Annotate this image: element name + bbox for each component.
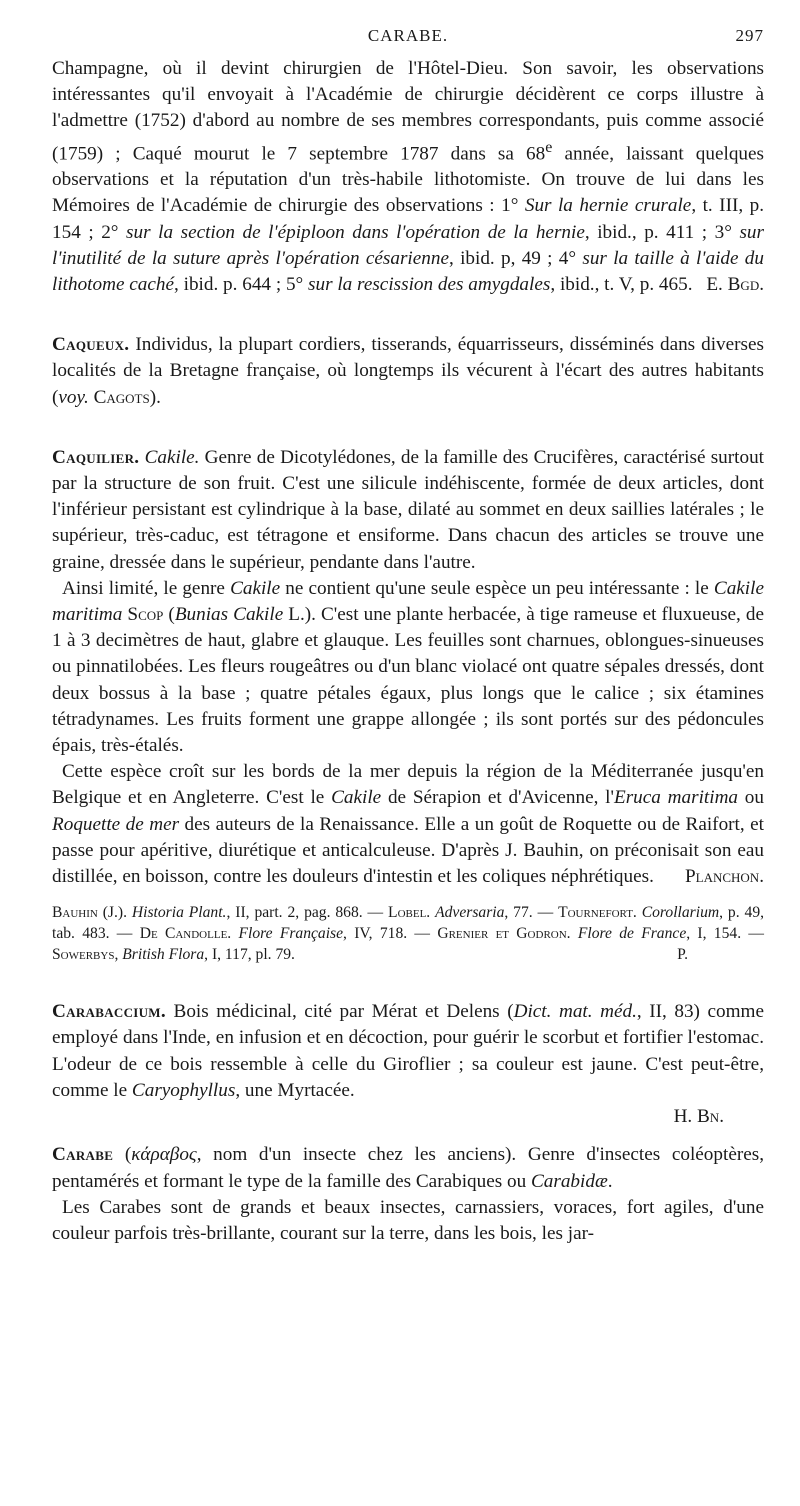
work-title: sur la section de l'épiploon dans l'opération de la hernie	[126, 221, 585, 243]
caquilier-entry	[52, 445, 764, 576]
latin-name: Cakile maritima	[52, 577, 764, 626]
spacer	[52, 298, 764, 332]
text: Cette espèce croît sur les bords de la mer depuis la région de la Méditerranée jusqu'en Belgique et en Angleterre. C'est le	[52, 761, 764, 809]
text: , nom d'un insecte chez les anciens). Genre d'insectes coléoptères, pentamérés et formant le type de la famille des Carabiques ou	[52, 1144, 765, 1192]
text: , p. 49, tab. 483. —	[52, 904, 765, 943]
text: ou	[738, 787, 764, 809]
text: Ainsi limité, le genre	[62, 577, 231, 599]
latin-name: Cakile	[230, 577, 281, 599]
running-header	[52, 26, 764, 56]
text: ).	[149, 386, 161, 408]
text: , I, 154. —	[686, 925, 764, 943]
text: , une Myrtacée.	[235, 1079, 355, 1101]
text: , IV, 718. —	[343, 925, 438, 943]
bib-work: Flore de France	[577, 925, 687, 943]
text: .	[607, 1170, 613, 1192]
text: , ibid., p. 411 ; 3°	[584, 221, 740, 243]
superscript: e	[545, 138, 553, 156]
entry-headword: Carabe	[52, 1144, 114, 1166]
bib-work: British Flora	[122, 946, 205, 964]
bib-work: Flore Française	[238, 925, 344, 943]
text: , II, part. 2, pag. 868. —	[226, 904, 389, 922]
work-title: sur la taille à l'aide du lithotome caché	[52, 247, 764, 296]
entry-headword: Carabaccium.	[52, 1001, 166, 1023]
text: de Sérapion et d'Avicenne, l'	[381, 787, 614, 809]
latin-name: Eruca maritima	[613, 787, 739, 809]
text: Individus, la plupart cordiers, tisserands, équarrisseurs, disséminés dans diverses localités de la Bretagne française, où longtemps ils vécurent à l'écart des autres habitants (	[52, 334, 764, 408]
text: , ibid. p. 644 ; 5°	[174, 274, 309, 296]
page-number: 297	[735, 26, 764, 45]
bib-author: Lobel.	[388, 904, 436, 922]
common-name: Roquette de mer	[52, 813, 180, 835]
bib-author: De Candolle.	[139, 925, 239, 943]
bib-work: Historia Plant.	[131, 904, 227, 922]
bibliography	[52, 902, 764, 965]
carabe-entry	[52, 1142, 764, 1194]
latin-name: Cakile.	[144, 446, 200, 468]
carabaccium-signature-line	[52, 1104, 764, 1130]
text: , t. III, p. 154 ; 2°	[52, 195, 765, 243]
bib-author: Bauhin (J.).	[52, 904, 132, 922]
text: , 77. —	[504, 904, 559, 922]
text: , II, 83) comme employé dans l'Inde, en infusion et en décoction, pour guérir le scorbut et fortifier l'estomac. L'odeur de ce bois ressemble à celle du Giroflier ; sa couleur est jaune. C'est peut-être, comme le	[52, 1001, 764, 1101]
caqueux-entry	[52, 332, 764, 411]
text: , ibid., t. V, p. 465.	[550, 274, 693, 296]
author-signature: E. Bgd.	[706, 274, 764, 296]
work-title: sur l'inutilité de la suture après l'opération césarienne	[52, 221, 764, 269]
latin-name: Carabidæ	[530, 1170, 608, 1192]
latin-name: Cakile	[331, 787, 382, 809]
bib-work: Corollarium	[641, 904, 720, 922]
spacer	[52, 1130, 764, 1142]
author-signature: Planchon.	[684, 866, 764, 888]
author-signature: P.	[677, 946, 688, 964]
author-abbrev: Scop	[122, 604, 164, 626]
caque-paragraph	[52, 56, 764, 298]
author-signature: H. Bn.	[673, 1106, 724, 1128]
running-title: CARABE.	[367, 26, 449, 45]
text: Bois médicinal, cité par Mérat et Delens (	[165, 1001, 514, 1023]
cross-ref: Cagots	[88, 386, 150, 408]
cross-ref-label: voy.	[58, 386, 89, 408]
spacer	[52, 411, 764, 445]
bib-work: Adversaria	[435, 904, 505, 922]
page	[52, 26, 764, 1247]
text: Champagne, où il devint chirurgien de l'Hôtel-Dieu. Son savoir, les observations intéressantes qu'il envoyait à l'Académie de chirurgie décidèrent ce corps illustre à l'admettre (1752) d'abord au nombre de ses membres correspondants, puis comme associé (1759) ; Caqué mourut le 7 septembre 1787 dans sa 68	[52, 58, 764, 164]
text: , I, 117, pl. 79.	[204, 946, 295, 964]
entry-headword: Caqueux.	[52, 334, 130, 356]
text: (	[113, 1144, 132, 1166]
entry-headword: Caquilier.	[52, 446, 140, 468]
work-title: sur la rescission des amygdales	[308, 274, 551, 296]
caquilier-paragraph-3	[52, 759, 764, 890]
text: des auteurs de la Renaissance. Elle a un goût de Roquette ou de Raifort, et passe pour apéritive, diurétique et anticalculeuse. D'après J. Bauhin, on préconisait son eau distillée, en boisson, contre les douleurs d'intestin et les coliques néphrétiques.	[52, 813, 764, 888]
latin-name: Bunias Cakile	[174, 604, 284, 626]
text: ne contient qu'une seule espèce un peu intéressante : le	[280, 577, 714, 599]
text: , ibid. p, 49 ; 4°	[448, 247, 583, 269]
reference-title: Dict. mat. méd.	[513, 1001, 637, 1023]
text: L.). C'est une plante herbacée, à tige rameuse et fluxueuse, de 1 à 3 decimètres de haut, glabre et glauque. Les feuilles sont charnues, oblongues-sinueuses ou pinnatilobées. Les fleurs rougeâtres ou d'un blanc violacé ont quatre sépales dressés, dont deux bossus à la base ; quatre pétales égaux, plus longs que le calice ; six étamines tétradynames. Les fruits forment une grappe allongée ; ils sont portés sur des pédoncules épais, très-étalés.	[52, 604, 764, 757]
bib-author: Grenier et Godron.	[437, 925, 578, 943]
caquilier-paragraph-2	[52, 576, 764, 759]
greek-term: κάραβος	[131, 1144, 197, 1166]
work-title: Sur la hernie crurale	[524, 195, 692, 217]
spacer	[52, 890, 764, 902]
text: Genre de Dicotylédones, de la famille des Crucifères, caractérisé surtout par la structure de son fruit. C'est une silicule indéhiscente, formée de deux articles, dont l'inférieur persistant est cylindrique à la base, dilaté au sommet en deux saillies latérales ; le supérieur, très-caduc, est tétragone et ensiforme. Dans chacun des articles se trouve une graine, dressée dans le supérieur, pendante dans l'autre.	[52, 446, 764, 573]
text: (	[163, 604, 175, 626]
bib-author: Sowerbys,	[52, 946, 123, 964]
spacer	[52, 965, 764, 999]
latin-name: Caryophyllus	[131, 1079, 236, 1101]
carabe-paragraph-2: Les Carabes sont de grands et beaux insectes, carnassiers, voraces, fort agiles, d'une couleur parfois très-brillante, courant sur la terre, dans les bois, les jar-	[52, 1196, 764, 1244]
text: année, laissant quelques observations et la réputation d'un très-habile lithotomiste. On trouve de lui dans les Mémoires de l'Académie de chirurgie des observations : 1°	[52, 143, 765, 217]
carabaccium-entry	[52, 999, 764, 1104]
bib-author: Tournefort.	[558, 904, 642, 922]
